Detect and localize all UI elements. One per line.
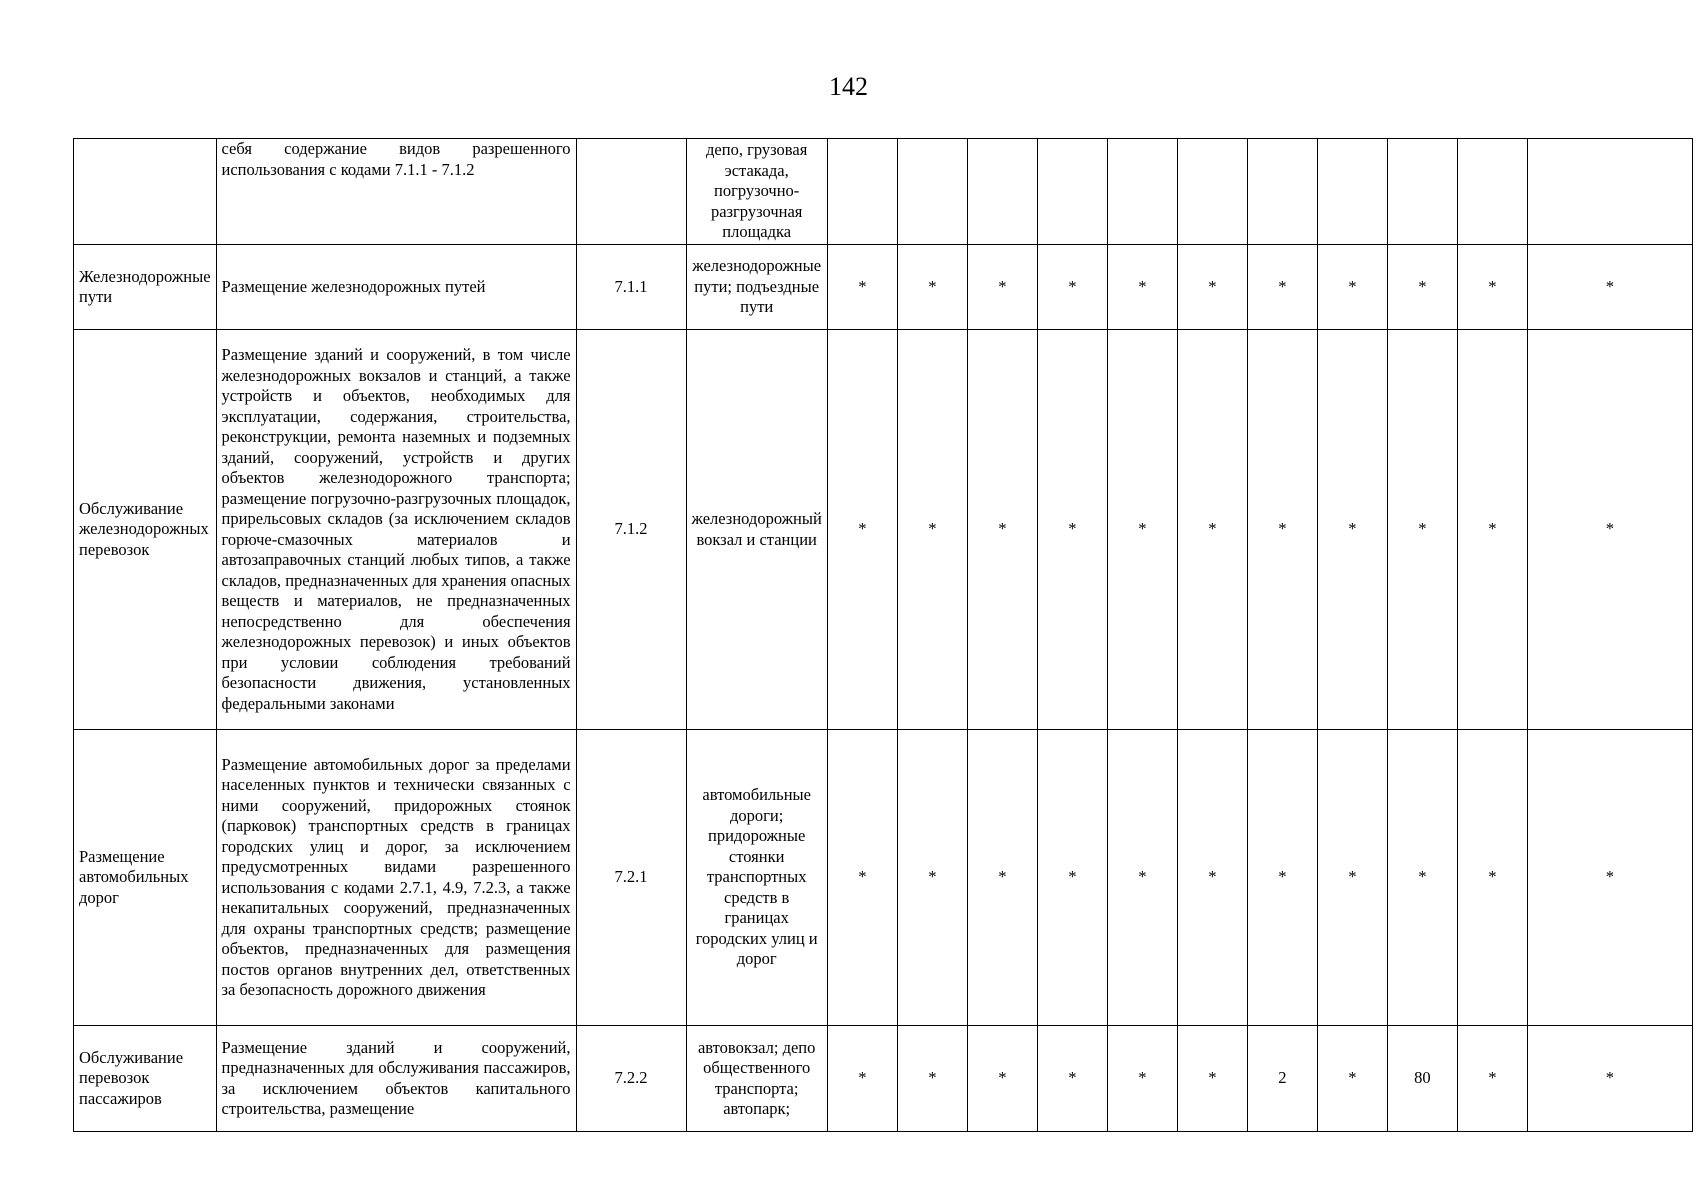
use-name-cell: Размещение автомобильных дорог — [74, 730, 217, 1026]
value-cell: * — [967, 245, 1037, 330]
value-cell: * — [827, 730, 897, 1026]
value-cell: * — [897, 330, 967, 730]
value-cell: * — [827, 1026, 897, 1132]
value-cell: * — [1037, 1026, 1107, 1132]
value-cell: * — [1177, 245, 1247, 330]
value-cell: * — [1387, 330, 1457, 730]
use-code-cell: 7.1.2 — [576, 330, 686, 730]
value-cell: * — [1037, 330, 1107, 730]
value-cell: * — [1177, 1026, 1247, 1132]
use-description-cell: Размещение железнодорожных путей — [216, 245, 576, 330]
value-cell: * — [1037, 730, 1107, 1026]
use-code-cell: 7.1.1 — [576, 245, 686, 330]
value-cell: * — [1037, 245, 1107, 330]
value-cell: * — [1317, 330, 1387, 730]
value-cell — [1037, 139, 1107, 245]
value-cell: * — [1387, 245, 1457, 330]
value-cell — [967, 139, 1037, 245]
table-row — [74, 330, 1693, 730]
value-cell: 2 — [1247, 1026, 1317, 1132]
value-cell: * — [1527, 730, 1692, 1026]
value-cell — [1317, 139, 1387, 245]
value-cell — [1247, 139, 1317, 245]
value-cell: * — [1317, 245, 1387, 330]
value-cell: * — [1457, 330, 1527, 730]
value-cell: * — [1107, 730, 1177, 1026]
value-cell: * — [1527, 1026, 1692, 1132]
value-cell: * — [1107, 245, 1177, 330]
land-use-table — [73, 138, 1693, 1132]
objects-cell: автовокзал; депо общественного транспорта; автопарк; — [686, 1026, 827, 1132]
value-cell: * — [1527, 245, 1692, 330]
objects-cell: депо, грузовая эстакада, погрузочно-разгрузочная площадка — [686, 139, 827, 245]
value-cell: * — [1527, 330, 1692, 730]
value-cell: * — [1317, 730, 1387, 1026]
value-cell: * — [967, 1026, 1037, 1132]
value-cell — [827, 139, 897, 245]
value-cell: * — [1177, 730, 1247, 1026]
value-cell: * — [967, 730, 1037, 1026]
table-row — [74, 245, 1693, 330]
value-cell — [1107, 139, 1177, 245]
value-cell: * — [1247, 330, 1317, 730]
value-cell: * — [897, 730, 967, 1026]
value-cell: * — [1107, 330, 1177, 730]
value-cell: * — [897, 245, 967, 330]
value-cell: * — [827, 245, 897, 330]
objects-cell: железнодорожный вокзал и станции — [686, 330, 827, 730]
table-row — [74, 1026, 1693, 1132]
use-code-cell — [576, 139, 686, 245]
value-cell — [1457, 139, 1527, 245]
page-number: 142 — [829, 72, 868, 101]
use-name-cell: Железнодорожные пути — [74, 245, 217, 330]
value-cell: * — [967, 330, 1037, 730]
value-cell: 80 — [1387, 1026, 1457, 1132]
value-cell: * — [1317, 1026, 1387, 1132]
objects-cell: автомобильные дороги; придорожные стоянки транспортных средств в границах городских улиц и дорог — [686, 730, 827, 1026]
use-name-cell: Обслуживание перевозок пассажиров — [74, 1026, 217, 1132]
use-description-cell: себя содержание видов разрешенного использования с кодами 7.1.1 - 7.1.2 — [216, 139, 576, 245]
use-description-cell: Размещение автомобильных дорог за пределами населенных пунктов и технически связанных с ними сооружений, придорожных стоянок (парковок) транспортных средств в границах городских улиц и дорог, за исключением предусмотренных видами разрешенного использования с кодами 2.7.1, 4.9, 7.2.3, а также некапитальных сооружений, предназначенных для охраны транспортных средств; размещение объектов, предназначенных для размещения постов органов внутренних дел, ответственных за безопасность дорожного движения — [216, 730, 576, 1026]
use-description-cell: Размещение зданий и сооружений, предназначенных для обслуживания пассажиров, за исключением объектов капитального строительства, размещение — [216, 1026, 576, 1132]
value-cell: * — [827, 330, 897, 730]
value-cell — [1387, 139, 1457, 245]
value-cell: * — [1387, 730, 1457, 1026]
use-name-cell — [74, 139, 217, 245]
use-name-cell: Обслуживание железнодорожных перевозок — [74, 330, 217, 730]
value-cell — [1527, 139, 1692, 245]
value-cell — [897, 139, 967, 245]
objects-cell: железнодорожные пути; подъездные пути — [686, 245, 827, 330]
value-cell: * — [1457, 1026, 1527, 1132]
value-cell: * — [1457, 730, 1527, 1026]
use-description-cell: Размещение зданий и сооружений, в том числе железнодорожных вокзалов и станций, а также устройств и объектов, необходимых для эксплуатации, содержания, строительства, реконструкции, ремонта наземных и подземных зданий, сооружений, устройств и других объектов железнодорожного транспорта; размещение погрузочно-разгрузочных площадок, прирельсовых складов (за исключением складов горюче-смазочных материалов и автозаправочных станций любых типов, а также складов, предназначенных для хранения опасных веществ и материалов, не предназначенных непосредственно для обеспечения железнодорожных перевозок) и иных объектов при условии соблюдения требований безопасности движения, установленных федеральными законами — [216, 330, 576, 730]
table-row — [74, 139, 1693, 245]
value-cell: * — [1177, 330, 1247, 730]
table-row — [74, 730, 1693, 1026]
use-code-cell: 7.2.2 — [576, 1026, 686, 1132]
value-cell: * — [1247, 245, 1317, 330]
value-cell: * — [1457, 245, 1527, 330]
value-cell: * — [897, 1026, 967, 1132]
value-cell: * — [1247, 730, 1317, 1026]
value-cell — [1177, 139, 1247, 245]
value-cell: * — [1107, 1026, 1177, 1132]
use-code-cell: 7.2.1 — [576, 730, 686, 1026]
